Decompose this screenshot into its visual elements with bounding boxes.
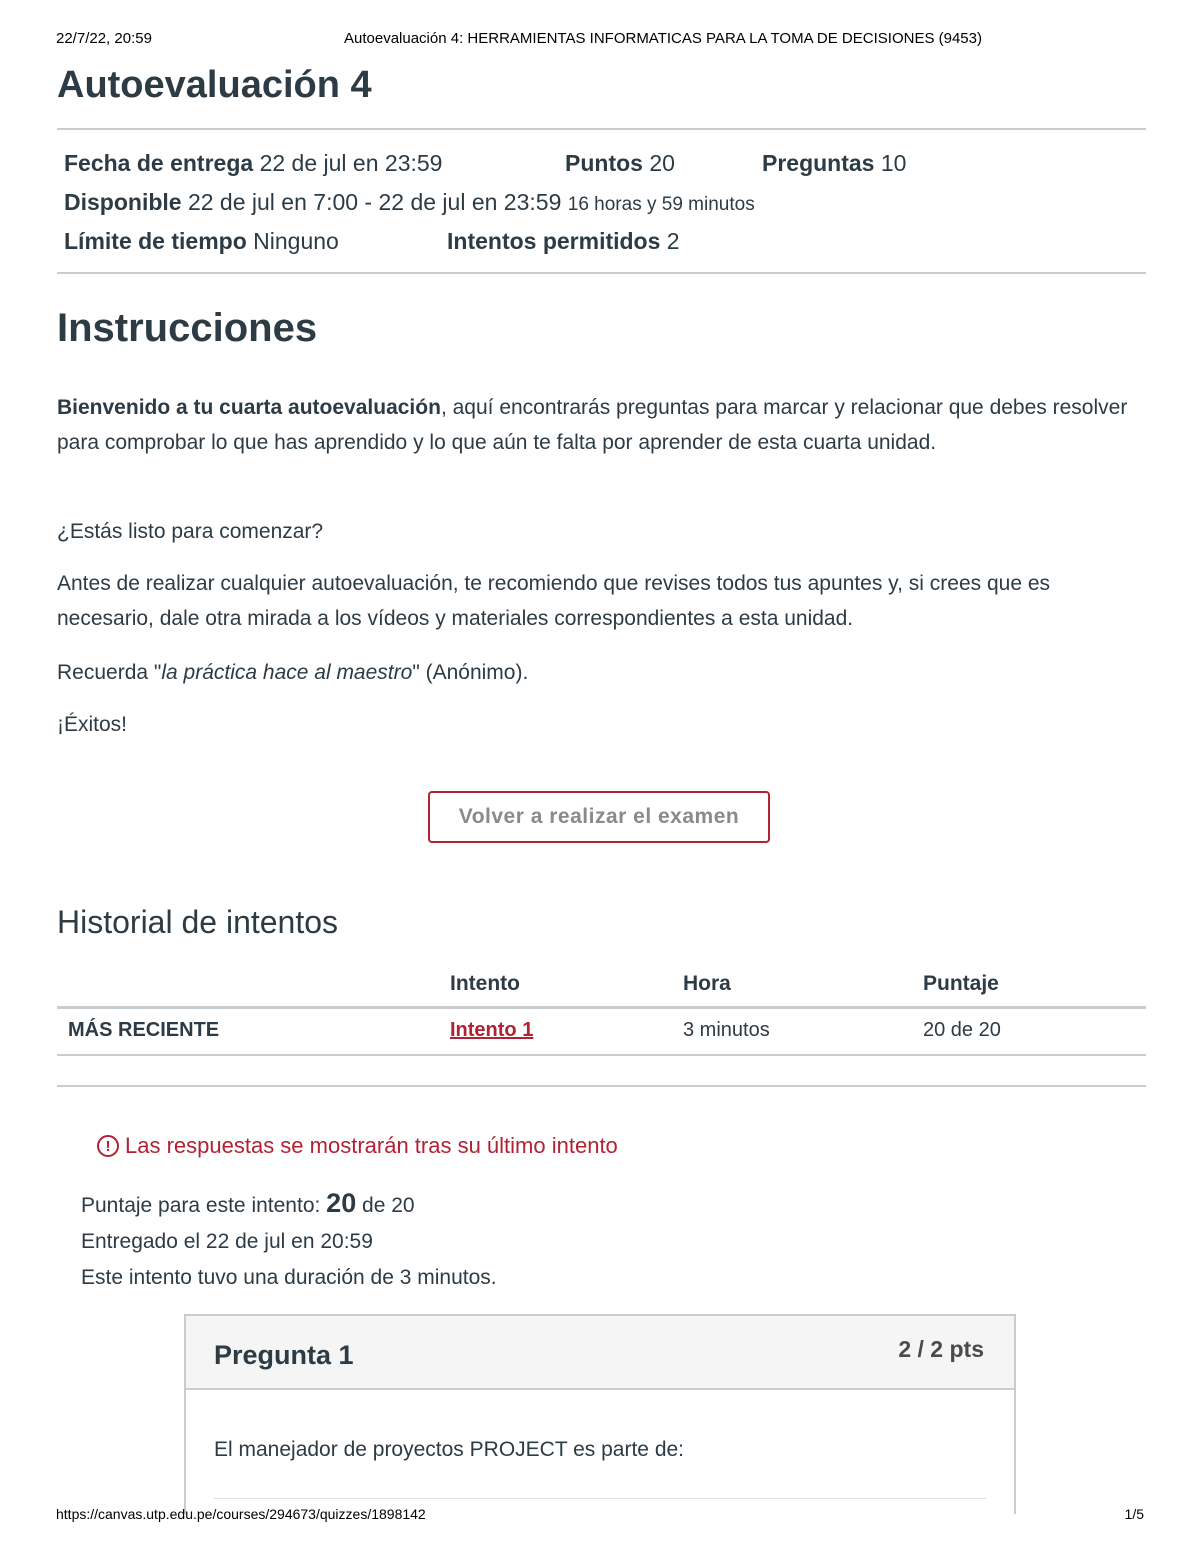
notice-text: Las respuestas se mostrarán tras su último intento — [125, 1133, 618, 1158]
questions-value: 10 — [880, 150, 907, 176]
quiz-meta-questions — [762, 150, 906, 177]
history-column-score: Puntaje — [923, 972, 999, 995]
divider — [57, 1085, 1146, 1087]
print-title: Autoevaluación 4: HERRAMIENTAS INFORMATICAS PARA LA TOMA DE DECISIONES (9453) — [344, 30, 982, 47]
instructions-paragraph-4 — [57, 655, 1146, 690]
instructions-paragraph-1 — [57, 390, 1146, 460]
divider — [57, 128, 1146, 130]
question-title: Pregunta 1 — [214, 1340, 354, 1370]
score-value: 20 — [326, 1188, 357, 1218]
attempts-label: Intentos permitidos — [447, 228, 661, 254]
quiz-meta-row-2 — [64, 189, 755, 216]
history-column-time: Hora — [683, 972, 731, 995]
available-label: Disponible — [64, 189, 182, 215]
attempts-value: 2 — [666, 228, 680, 254]
print-url: https://canvas.utp.edu.pe/courses/294673/quizzes/1898142 — [56, 1506, 426, 1522]
welcome-rest: , aquí encontrarás preguntas para marcar y relacionar que debes resolver para comprobar lo que has aprendido y lo que aún te falta por aprender de esta cuarta unidad. — [57, 396, 1128, 454]
attempt-1-link[interactable]: Intento 1 — [450, 1019, 534, 1041]
quiz-meta-row-1 — [64, 150, 442, 177]
answers-notice — [97, 1133, 618, 1159]
due-label: Fecha de entrega — [64, 150, 254, 176]
submitted-line: Entregado el 22 de jul en 20:59 — [81, 1230, 373, 1253]
question-text: El manejador de proyectos PROJECT es parte de: — [214, 1438, 685, 1461]
page-title: Autoevaluación 4 — [57, 64, 372, 106]
divider — [57, 272, 1146, 274]
quote-post: " (Anónimo). — [412, 661, 529, 684]
alert-circle-icon: ! — [97, 1135, 119, 1157]
duration-line: Este intento tuvo una duración de 3 minutos. — [81, 1266, 497, 1289]
question-header — [186, 1316, 1014, 1390]
points-label: Puntos — [565, 150, 643, 176]
latest-label: MÁS RECIENTE — [68, 1019, 220, 1041]
retake-quiz-button[interactable]: Volver a realizar el examen — [428, 791, 770, 843]
question-divider — [214, 1498, 986, 1499]
attempt-score-line — [81, 1188, 415, 1219]
instructions-paragraph-2: ¿Estás listo para comenzar? — [57, 520, 324, 543]
questions-label: Preguntas — [762, 150, 875, 176]
print-date: 22/7/22, 20:59 — [56, 30, 152, 47]
due-value: 22 de jul en 23:59 — [259, 150, 443, 176]
instructions-paragraph-3: Antes de realizar cualquier autoevaluación, te recomiendo que revises todos tus apuntes y, si crees que es necesario, dale otra mirada a los vídeos y materiales correspondientes a esta unidad. — [57, 572, 1051, 630]
instructions-paragraph-5: ¡Éxitos! — [57, 713, 128, 736]
quiz-meta-points — [565, 150, 675, 177]
question-card — [184, 1314, 1016, 1514]
score-suffix: de 20 — [356, 1194, 415, 1217]
quiz-meta-attempts — [447, 228, 680, 255]
attempt-score: 20 de 20 — [923, 1019, 1001, 1041]
score-prefix: Puntaje para este intento: — [81, 1194, 327, 1217]
history-column-attempt: Intento — [450, 972, 520, 995]
table-header-divider — [57, 1006, 1146, 1009]
time-limit-value: Ninguno — [253, 228, 339, 254]
points-value: 20 — [649, 150, 675, 176]
history-heading: Historial de intentos — [57, 904, 339, 940]
available-duration: 16 horas y 59 minutos — [567, 194, 755, 215]
table-row-divider — [57, 1054, 1146, 1056]
attempt-time: 3 minutos — [683, 1019, 770, 1041]
instructions-heading: Instrucciones — [57, 306, 318, 350]
quiz-meta-row-3 — [64, 228, 339, 255]
quote-italic: la práctica hace al maestro — [161, 661, 413, 684]
print-page-number: 1/5 — [1124, 1506, 1144, 1522]
available-value: 22 de jul en 7:00 - 22 de jul en 23:59 — [187, 189, 562, 215]
question-points: 2 / 2 pts — [898, 1336, 984, 1362]
welcome-bold: Bienvenido a tu cuarta autoevaluación — [57, 396, 441, 419]
time-limit-label: Límite de tiempo — [64, 228, 247, 254]
quote-pre: Recuerda " — [57, 661, 162, 684]
